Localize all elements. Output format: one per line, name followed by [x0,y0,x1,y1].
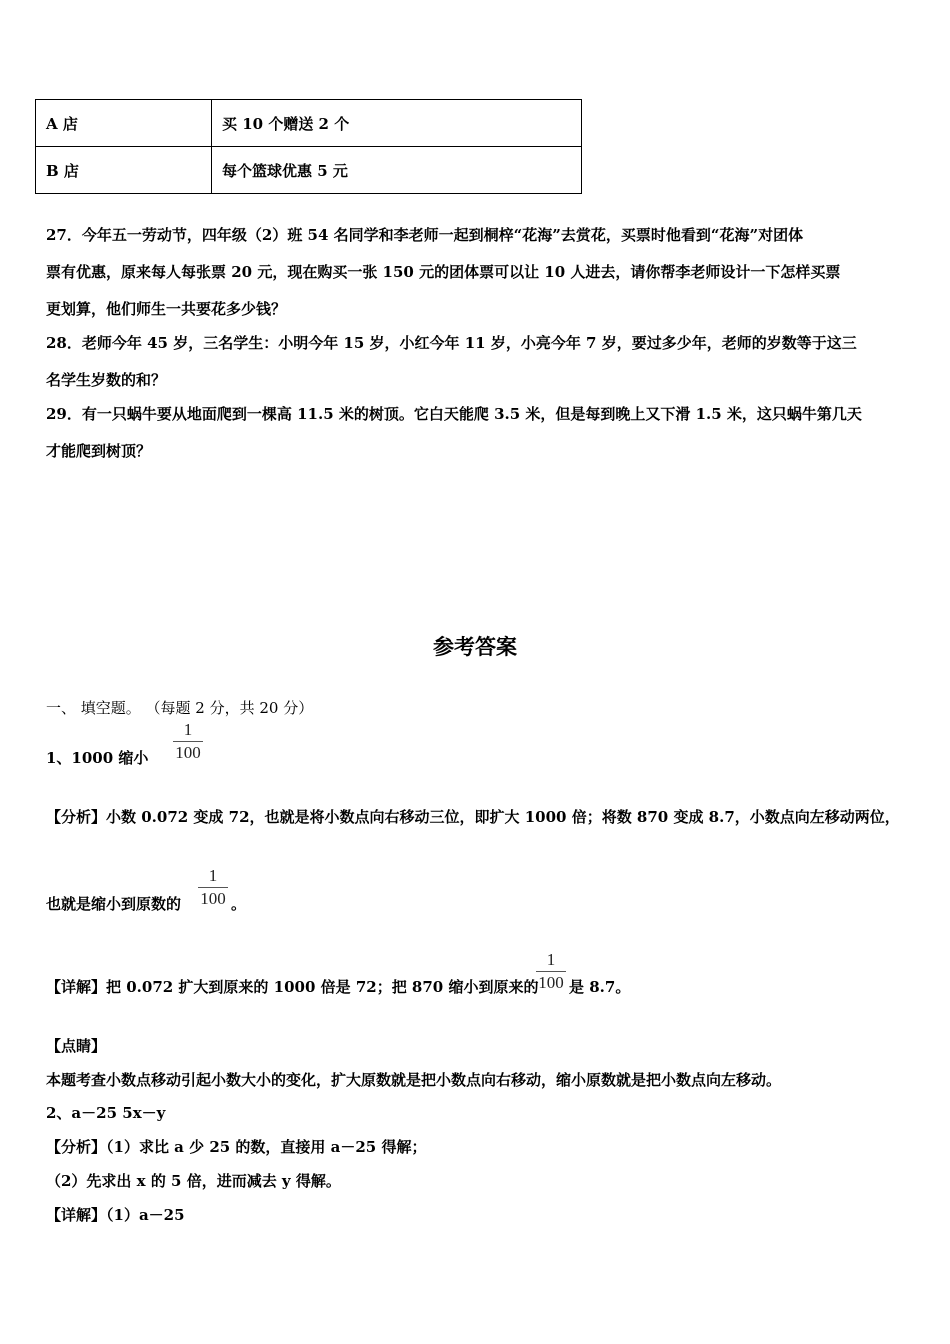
fraction-numerator: 1 [546,950,556,969]
fraction-denominator: 100 [175,743,201,762]
answer-1-head: 1、1000 缩小 [46,749,149,767]
store-offer-cell: 买 10 个赠送 2 个 [212,100,582,147]
store-offer-cell: 每个篮球优惠 5 元 [212,147,582,194]
answer-2-detail: 【详解】（1）a－25 [46,1206,185,1224]
question-28-line-1: 28．老师今年 45 岁，三名学生：小明今年 15 岁，小红今年 11 岁，小亮今年 7 岁，要过多少年，老师的岁数等于这三 [46,334,857,352]
store-name-cell: B 店 [36,147,212,194]
analysis-text: 也就是缩小到原数的 [46,895,182,913]
answer-1-analysis-cont [46,893,181,914]
table-row [36,147,582,194]
store-offer-table [35,99,582,194]
fraction-one-hundredth [173,720,203,763]
question-29-line-1: 29．有一只蜗牛要从地面爬到一棵高 11.5 米的树顶。它白天能爬 3.5 米，但是每到晚上又下滑 1.5 米，这只蜗牛第几天 [46,405,862,423]
fraction-denominator: 100 [200,889,226,908]
section-1-heading: 一、 填空题。 （每题 2 分，共 20 分） [46,699,314,717]
fraction-numerator: 1 [208,866,218,885]
question-27-line-3: 更划算，他们师生一共要花多少钱？ [46,300,287,318]
table-row [36,100,582,147]
fraction-numerator: 1 [183,720,193,739]
answers-title: 参考答案 [433,635,517,659]
answer-2-analysis: 【分析】（1）求比 a 少 25 的数，直接用 a－25 得解； [46,1138,427,1156]
answer-2-head: 2、a－25 5x－y [46,1104,166,1122]
analysis-period: 。 [231,895,247,913]
remark-label: 【点睛】 [46,1037,107,1055]
answer-1-detail: 【详解】把 0.072 扩大到原来的 1000 倍是 72；把 870 缩小到原来的 [46,978,539,996]
fraction-one-hundredth [536,950,566,993]
question-27-line-1: 27．今年五一劳动节，四年级（2）班 54 名同学和李老师一起到桐梓“花海”去赏花，买票时他看到“花海”对团体 [46,226,804,244]
store-name-cell: A 店 [36,100,212,147]
detail-end: 是 8.7。 [569,978,631,996]
question-29-line-2: 才能爬到树顶？ [46,442,152,460]
fraction-denominator: 100 [538,973,564,992]
question-28-line-2: 名学生岁数的和？ [46,371,167,389]
remark-text: 本题考查小数点移动引起小数大小的变化，扩大原数就是把小数点向右移动，缩小原数就是把小数点向左移动。 [46,1071,782,1089]
answer-1-analysis: 【分析】小数 0.072 变成 72，也就是将小数点向右移动三位，即扩大 1000 倍；将数 870 变成 8.7，小数点向左移动两位， [46,808,900,826]
question-27-line-2: 票有优惠，原来每人每张票 20 元，现在购买一张 150 元的团体票可以让 10 人进去，请你帮李老师设计一下怎样买票 [46,263,841,281]
answer-2-analysis-2: （2）先求出 x 的 5 倍，进而减去 y 得解。 [46,1172,341,1190]
fraction-one-hundredth [198,866,228,909]
